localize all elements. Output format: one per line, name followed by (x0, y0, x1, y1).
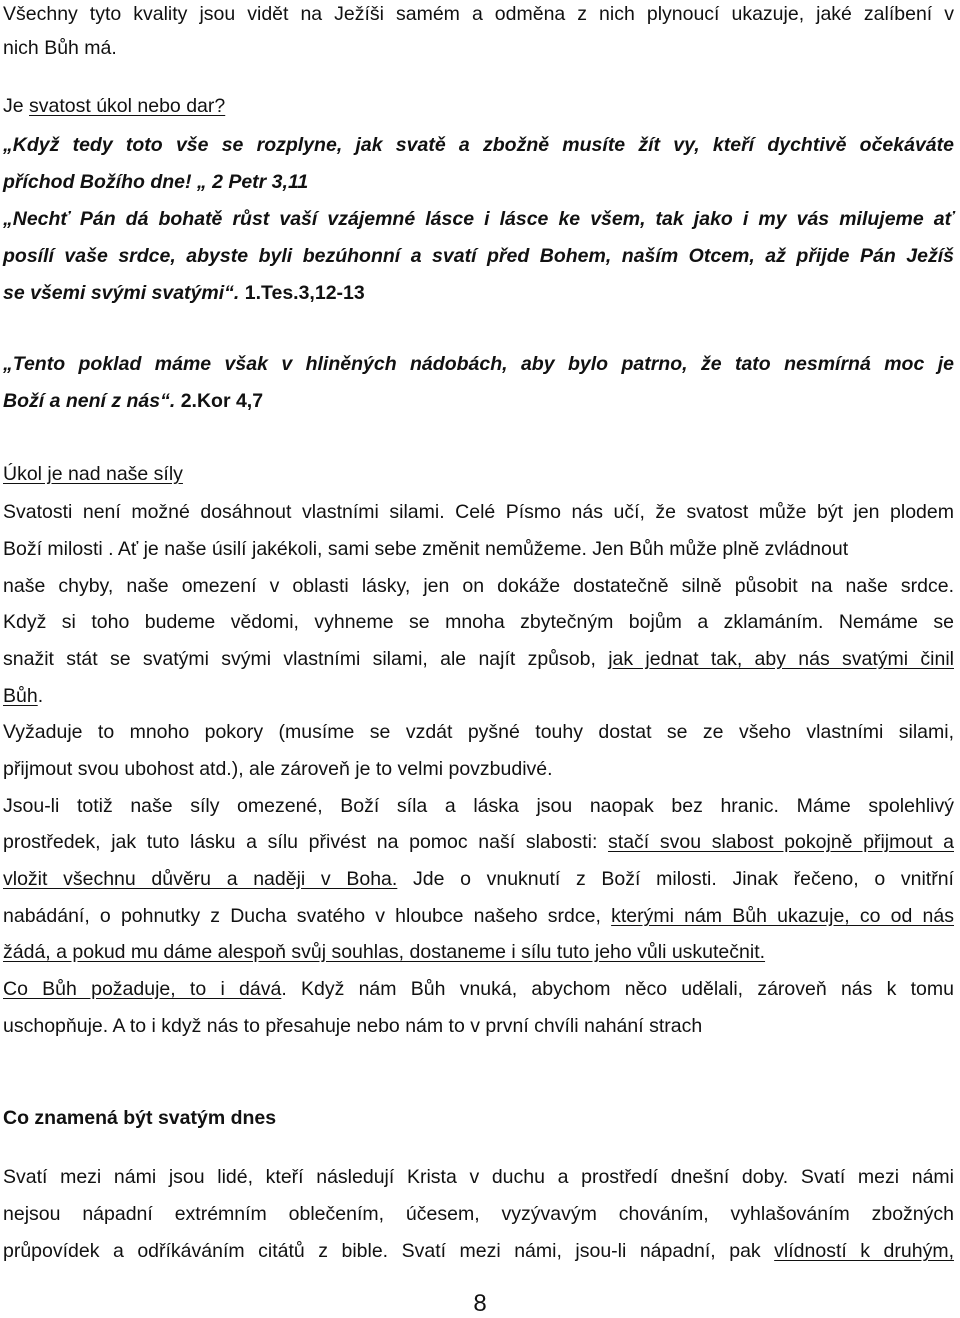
text-span: snažit stát se svatými svými vlastními silami, ale najít způsob, (3, 648, 609, 670)
text-line (3, 867, 954, 891)
text-span: Svatosti není možné dosáhnout vlastními silami. Celé Písmo nás učí, že svatost může být jen plodem (3, 501, 954, 523)
underlined-text: svatost úkol nebo dar? (29, 95, 226, 117)
text-line (3, 1165, 954, 1189)
text-span: přijmout svou ubohost atd.), ale zároveň je to velmi povzbudivé. (3, 758, 553, 780)
text-line (3, 610, 954, 634)
text-line (3, 977, 954, 1001)
text-line (3, 1202, 954, 1226)
text-span: Je (3, 95, 30, 117)
text-span: Když si toho budeme vědomi, vyhneme se mnoha zbytečným bojům a zklamáním. Nemáme se (3, 611, 954, 633)
text-span: uschopňuje. A to i když nás to přesahuje nebo nám to v první chvíli nahání strach (3, 1015, 703, 1037)
underlined-text: vlídností k druhým, (774, 1240, 954, 1262)
text-line (3, 537, 954, 561)
text-line (3, 940, 954, 964)
text-line (3, 1239, 954, 1263)
text-span: . (37, 685, 44, 707)
text-line (3, 500, 954, 524)
emphasized-text: 1.Tes.3,12-13 (244, 282, 365, 304)
text-span: nejsou nápadní extrémním oblečením, účesem, vyzývavým chováním, vyhlašováním zbožných (3, 1203, 954, 1225)
text-line (3, 207, 954, 231)
text-line (3, 904, 954, 928)
emphasized-text: „Nechť Pán dá bohatě růst vaší vzájemné lásce i lásce ke všem, tak jako i my vás milujeme ať (3, 208, 954, 230)
text-line (3, 1014, 954, 1038)
text-span: Boží milosti . Ať je naše úsilí jakékoli, sami sebe změnit nemůžeme. Jen Bůh může plně zvládnout (3, 538, 849, 560)
text-span: naše chyby, naše omezení v oblasti lásky, jen on dokáže dostatečně silně působit na naše srdce. (3, 575, 954, 597)
underlined-text: žádá, a pokud mu dáme alespoň svůj souhlas, dostaneme i sílu tuto jeho vůli uskutečnit. (3, 941, 766, 963)
text-span: Všechny tyto kvality jsou vidět na Ježíši samém a odměna z nich plynoucí ukazuje, jaké zalíbení v (3, 3, 954, 25)
text-line (3, 1106, 954, 1130)
emphasized-text: Boží a není z nás“. (3, 390, 181, 412)
text-span: . Když nám Bůh vnuká, abychom něco udělali, zároveň nás k tomu (281, 978, 954, 1000)
text-line (3, 2, 954, 26)
text-line (3, 684, 954, 708)
text-line (3, 36, 954, 60)
text-line (3, 574, 954, 598)
text-span: Vyžaduje to mnoho pokory (musíme se vzdát pyšné touhy dostat se ze všeho vlastními silami, (3, 721, 954, 743)
text-line (3, 830, 954, 854)
text-span: Svatí mezi námi jsou lidé, kteří následují Krista v duchu a prostředí dnešní doby. Svatí mezi námi (3, 1166, 954, 1188)
emphasized-text: se všemi svými svatými“. (3, 282, 245, 304)
text-line (3, 647, 954, 671)
text-span: nich Bůh má. (3, 37, 117, 59)
underlined-text: vložit všechnu důvěru a naději v Boha. (3, 868, 398, 890)
underlined-text: Úkol je nad naše síly (3, 463, 183, 485)
emphasized-text: příchod Božího dne! „ 2 Petr 3,11 (3, 171, 309, 193)
underlined-text: kterými nám Bůh ukazuje, co od nás (611, 905, 954, 927)
page-number: 8 (473, 1290, 487, 1317)
text-line (3, 281, 954, 305)
text-line (3, 170, 954, 194)
emphasized-text: 2.Kor 4,7 (180, 390, 264, 412)
text-line (3, 133, 954, 157)
text-line (3, 720, 954, 744)
text-line (3, 389, 954, 413)
underlined-text: Bůh (3, 685, 38, 707)
text-span: Jsou-li totiž naše síly omezené, Boží síla a láska jsou naopak bez hranic. Máme spolehlivý (3, 795, 954, 817)
underlined-text: jak jednat tak, aby nás svatými činil (608, 648, 954, 670)
text-line (3, 462, 954, 486)
text-line (3, 244, 954, 268)
text-line (3, 352, 954, 376)
emphasized-text: Co znamená být svatým dnes (3, 1107, 277, 1129)
underlined-text: stačí svou slabost pokojně přijmout a (608, 831, 954, 853)
emphasized-text: „Když tedy toto vše se rozplyne, jak svatě a zbožně musíte žít vy, kteří dychtivě očekáváte (3, 134, 954, 156)
text-span: nabádání, o pohnutky z Ducha svatého v hloubce našeho srdce, (3, 905, 612, 927)
text-span: Jde o vnuknutí z Boží milosti. Jinak řečeno, o vnitřní (397, 868, 954, 890)
text-line (3, 757, 954, 781)
emphasized-text: „Tento poklad máme však v hliněných nádobách, aby bylo patrno, že tato nesmírná moc je (3, 353, 954, 375)
emphasized-text: posílí vaše srdce, abyste byli bezúhonní a svatí před Bohem, naším Otcem, až přijde Pán Ježíš (3, 245, 954, 267)
underlined-text: Co Bůh požaduje, to i dává (3, 978, 282, 1000)
text-span: prostředek, jak tuto lásku a sílu přivést na pomoc naší slabosti: (3, 831, 609, 853)
text-line (3, 94, 954, 118)
text-line (3, 794, 954, 818)
text-span: průpovídek a odříkáváním citátů z bible. Svatí mezi námi, jsou-li nápadní, pak (3, 1240, 775, 1262)
